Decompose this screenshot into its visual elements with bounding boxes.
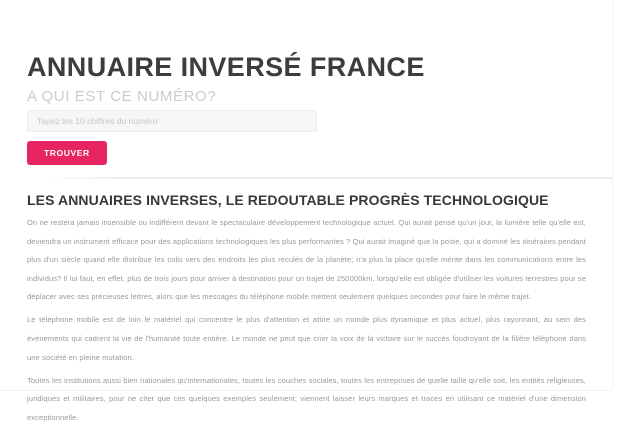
article-paragraph: On ne restera jamais insensible ou indifférent devant le spectaculaire développement technologique actuel. Qui aurait pensé qu'un jour, la lumière telle qu'elle est, deviendra un instrument efficace pour des applications technologiques les plus performantes ? Qui aurait imaginé que la poste, qui a dominé les itinéraires pendant plus d'un siècle quand elle distribue les colis vers des endroits les plus reculés de la planète; n'a plus la place qu'elle mérite dans les communications entre les individus? Il lui faut, en effet, plus de trois jours pour arriver à destination pour un trajet de 250000km, lorsqu'elle est obligée d'utiliser les voitures terrestres pour se déplacer avec ses précieuses lettres, alors que les messages du téléphone mobile mettent seulement quelques secondes pour faire le même trajet. <box>27 218 586 302</box>
page-title: ANNUAIRE INVERSÉ FRANCE <box>27 52 425 82</box>
article-section <box>27 179 613 428</box>
search-section <box>27 0 613 179</box>
phone-number-input[interactable] <box>27 110 317 132</box>
article-paragraph: Le téléphone mobile est de loin le matériel qui concentre le plus d'attention et attire un monde plus dynamique et plus actuel, plus rayonnant, au sein des évènements qui cadrent la vie de l'humanité toute entière. Le monde ne peut que crier la voix de la victoire sur le succès foudroyant de la filière téléphone dans une société en pleine mutation. <box>27 315 586 362</box>
article-paragraph: Toutes les institutions aussi bien nationales qu'internationales, toutes les couches sociales, toutes les entreprises de quelle taille qu'elle soit, les entités religieuses, juridiques et militaires, pour ne citer que ces quelques exemples seulement; viennent laisser leurs marques et traces en utilisant ce matériel d'une dimension exceptionnelle. <box>27 375 586 422</box>
trouver-button[interactable]: TROUVER <box>27 141 107 165</box>
article-heading: LES ANNUAIRES INVERSES, LE REDOUTABLE PROGRÈS TECHNOLOGIQUE <box>27 192 549 208</box>
search-subtitle: A QUI EST CE NUMÉRO? <box>27 88 217 105</box>
